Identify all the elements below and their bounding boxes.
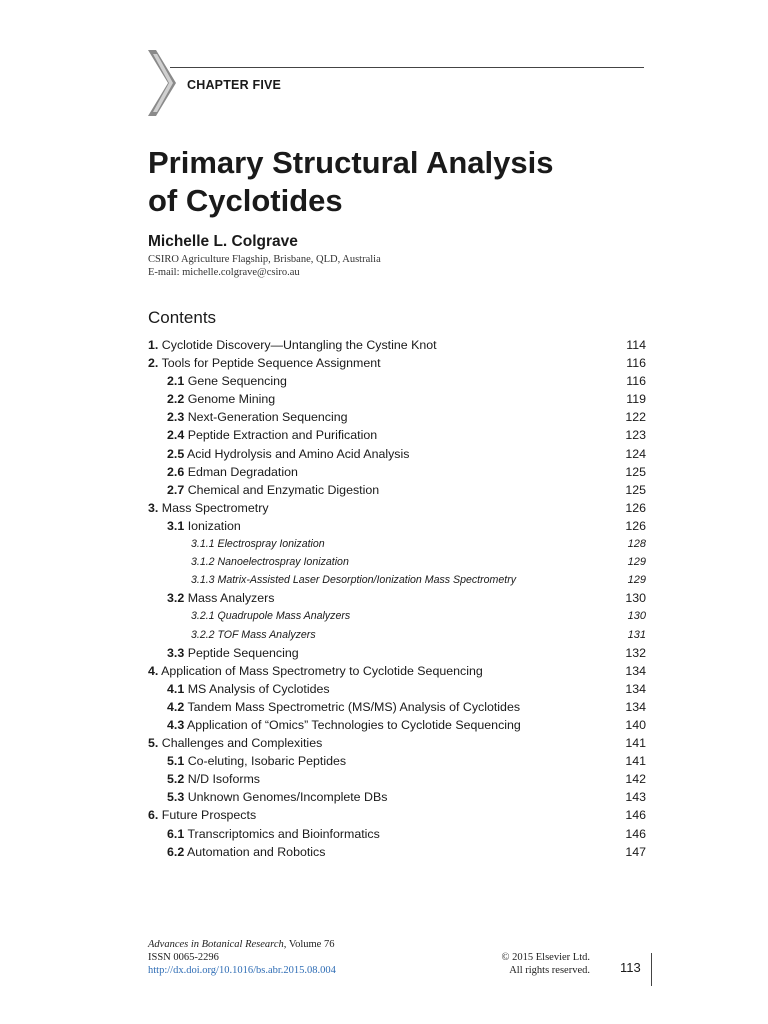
footer-rights: All rights reserved. — [509, 965, 590, 976]
table-of-contents — [148, 336, 646, 861]
toc-entry-title: Co-eluting, Isobaric Peptides — [187, 754, 347, 769]
toc-entry[interactable] — [148, 517, 646, 535]
toc-entry-title: Unknown Genomes/Incomplete DBs — [187, 790, 388, 805]
toc-entry[interactable] — [148, 535, 646, 553]
footer-series: Advances in Botanical Research — [148, 939, 284, 950]
toc-entry-number: 2. — [148, 356, 159, 371]
toc-entry[interactable] — [148, 716, 646, 734]
toc-entry-page: 146 — [625, 808, 646, 823]
toc-entry-page: 147 — [625, 844, 646, 859]
toc-entry-number: 4. — [148, 663, 159, 678]
toc-entry[interactable] — [148, 698, 646, 716]
author-name: Michelle L. Colgrave — [148, 233, 298, 250]
toc-entry-title: Peptide Sequencing — [187, 645, 299, 660]
toc-entry[interactable] — [148, 680, 646, 698]
toc-entry-page: 125 — [625, 482, 646, 497]
toc-entry-page: 126 — [625, 518, 646, 533]
toc-entry-title: Acid Hydrolysis and Amino Acid Analysis — [187, 446, 410, 461]
toc-entry-title: Next-Generation Sequencing — [187, 410, 348, 425]
footer-doi-link[interactable]: http://dx.doi.org/10.1016/bs.abr.2015.08.004 — [148, 965, 336, 976]
toc-entry[interactable] — [148, 390, 646, 408]
toc-entry[interactable] — [148, 571, 646, 589]
toc-entry-title: Ionization — [187, 518, 241, 533]
toc-entry-title: Electrospray Ionization — [217, 538, 325, 551]
toc-entry-title: Mass Spectrometry — [161, 500, 269, 515]
toc-entry[interactable] — [148, 806, 646, 824]
toc-entry-title: Application of Mass Spectrometry to Cyclotide Sequencing — [161, 663, 483, 678]
chapter-label: CHAPTER FIVE — [187, 78, 282, 92]
toc-entry-number: 2.1 — [167, 374, 185, 389]
toc-entry-page: 142 — [625, 772, 646, 787]
toc-entry-page: 143 — [625, 790, 646, 805]
toc-entry[interactable] — [148, 662, 646, 680]
author-email: E-mail: michelle.colgrave@csiro.au — [148, 267, 300, 278]
toc-entry-page: 129 — [627, 556, 646, 569]
toc-entry-number: 2.7 — [167, 482, 185, 497]
toc-entry-number: 2.2 — [167, 392, 185, 407]
toc-entry-title: Nanoelectrospray Ionization — [217, 556, 349, 569]
toc-entry-page: 116 — [626, 374, 646, 389]
toc-entry[interactable] — [148, 752, 646, 770]
toc-entry[interactable] — [148, 770, 646, 788]
toc-entry-page: 134 — [625, 681, 646, 696]
toc-entry[interactable] — [148, 336, 646, 354]
toc-entry-title: Tandem Mass Spectrometric (MS/MS) Analysis of Cyclotides — [187, 699, 521, 714]
toc-entry[interactable] — [148, 445, 646, 463]
toc-entry-number: 5. — [148, 736, 159, 751]
toc-entry[interactable] — [148, 553, 646, 571]
contents-heading: Contents — [148, 308, 217, 327]
toc-entry-page: 130 — [625, 591, 646, 606]
toc-entry-number: 3.3 — [167, 645, 185, 660]
toc-entry-page: 140 — [625, 717, 646, 732]
footer-volume: , Volume 76 — [283, 939, 335, 950]
toc-entry[interactable] — [148, 626, 646, 644]
toc-entry[interactable] — [148, 589, 646, 607]
toc-entry-page: 122 — [625, 410, 646, 425]
toc-entry-page: 125 — [625, 464, 646, 479]
toc-entry[interactable] — [148, 788, 646, 806]
toc-entry-number: 6. — [148, 808, 159, 823]
toc-entry-page: 141 — [625, 736, 646, 751]
toc-entry[interactable] — [148, 426, 646, 444]
toc-entry-page: 124 — [625, 446, 646, 461]
toc-entry-number: 2.5 — [167, 446, 185, 461]
toc-entry-title: Transcriptomics and Bioinformatics — [187, 826, 380, 841]
toc-entry-page: 130 — [627, 610, 646, 623]
toc-entry[interactable] — [148, 463, 646, 481]
toc-entry-number: 4.3 — [167, 717, 185, 732]
toc-entry-number: 3.2.2 — [191, 628, 215, 641]
chapter-title-line2: of Cyclotides — [148, 183, 343, 218]
chapter-title — [148, 144, 668, 220]
footer-series-line — [148, 938, 336, 951]
toc-entry-page: 132 — [625, 645, 646, 660]
toc-entry-number: 3.2 — [167, 591, 185, 606]
footer-publication-info — [148, 938, 336, 977]
toc-entry-number: 4.2 — [167, 699, 185, 714]
toc-entry[interactable] — [148, 481, 646, 499]
footer-copyright: © 2015 Elsevier Ltd. — [501, 952, 590, 963]
toc-entry-number: 3. — [148, 500, 159, 515]
toc-entry-page: 129 — [627, 574, 646, 587]
footer-issn: ISSN 0065-2296 — [148, 952, 219, 963]
toc-entry-number: 6.2 — [167, 844, 185, 859]
toc-entry-page: 119 — [626, 392, 646, 407]
author-affiliation: CSIRO Agriculture Flagship, Brisbane, QLD, Australia — [148, 254, 381, 265]
toc-entry-page: 116 — [626, 356, 646, 371]
toc-entry-number: 2.3 — [167, 410, 185, 425]
toc-entry-title: N/D Isoforms — [187, 772, 260, 787]
toc-entry-page: 128 — [627, 538, 646, 551]
toc-entry-page: 134 — [625, 663, 646, 678]
toc-entry-title: Edman Degradation — [187, 464, 298, 479]
toc-entry-title: Quadrupole Mass Analyzers — [217, 610, 351, 623]
toc-entry-number: 5.3 — [167, 790, 185, 805]
toc-entry-title: Tools for Peptide Sequence Assignment — [161, 356, 381, 371]
toc-entry-title: Cyclotide Discovery—Untangling the Cystine Knot — [161, 338, 437, 352]
author-affiliation-block — [148, 253, 381, 279]
toc-entry-number: 5.1 — [167, 754, 185, 769]
toc-entry-title: Chemical and Enzymatic Digestion — [187, 482, 380, 497]
toc-entry-title: Challenges and Complexities — [161, 736, 323, 751]
toc-entry[interactable] — [148, 644, 646, 662]
toc-entry-page: 114 — [626, 338, 646, 352]
toc-entry-title: Automation and Robotics — [187, 844, 326, 859]
footer-copyright-block — [490, 951, 590, 977]
toc-entry-number: 2.4 — [167, 428, 185, 443]
toc-entry-title: Future Prospects — [161, 808, 257, 823]
toc-entry-page: 126 — [625, 500, 646, 515]
toc-entry-title: MS Analysis of Cyclotides — [187, 681, 330, 696]
toc-entry-title: Matrix-Assisted Laser Desorption/Ionization Mass Spectrometry — [217, 574, 517, 587]
toc-entry-title: Peptide Extraction and Purification — [187, 428, 378, 443]
toc-entry-title: Application of “Omics” Technologies to Cyclotide Sequencing — [187, 717, 521, 732]
toc-entry[interactable] — [148, 372, 646, 390]
toc-entry-page: 141 — [625, 754, 646, 769]
toc-entry-number: 3.1.1 — [191, 538, 215, 551]
toc-entry-page: 123 — [625, 428, 646, 443]
toc-entry-number: 3.1.2 — [191, 556, 215, 569]
page-number: 113 — [620, 960, 641, 975]
toc-entry[interactable] — [148, 499, 646, 517]
toc-entry[interactable] — [148, 607, 646, 625]
toc-entry-page: 146 — [625, 826, 646, 841]
toc-entry-number: 3.1.3 — [191, 574, 215, 587]
toc-entry[interactable] — [148, 408, 646, 426]
toc-entry[interactable] — [148, 825, 646, 843]
toc-entry-title: Gene Sequencing — [187, 374, 287, 389]
toc-entry-page: 131 — [627, 628, 646, 641]
toc-entry-page: 134 — [625, 699, 646, 714]
chapter-title-line1: Primary Structural Analysis — [148, 145, 554, 180]
toc-entry[interactable] — [148, 734, 646, 752]
toc-entry-number: 4.1 — [167, 681, 185, 696]
toc-entry-number: 5.2 — [167, 772, 185, 787]
toc-entry-number: 6.1 — [167, 826, 185, 841]
toc-entry[interactable] — [148, 843, 646, 861]
toc-entry-title: Mass Analyzers — [187, 591, 275, 606]
header-rule — [170, 67, 644, 68]
page-number-rule — [651, 953, 652, 986]
chapter-chevron-icon — [148, 50, 178, 116]
toc-entry-title: TOF Mass Analyzers — [217, 628, 316, 641]
toc-entry-number: 1. — [148, 338, 159, 352]
toc-entry[interactable] — [148, 354, 646, 372]
toc-entry-number: 3.1 — [167, 518, 185, 533]
toc-entry-number: 3.2.1 — [191, 610, 215, 623]
toc-entry-number: 2.6 — [167, 464, 185, 479]
toc-entry-title: Genome Mining — [187, 392, 276, 407]
